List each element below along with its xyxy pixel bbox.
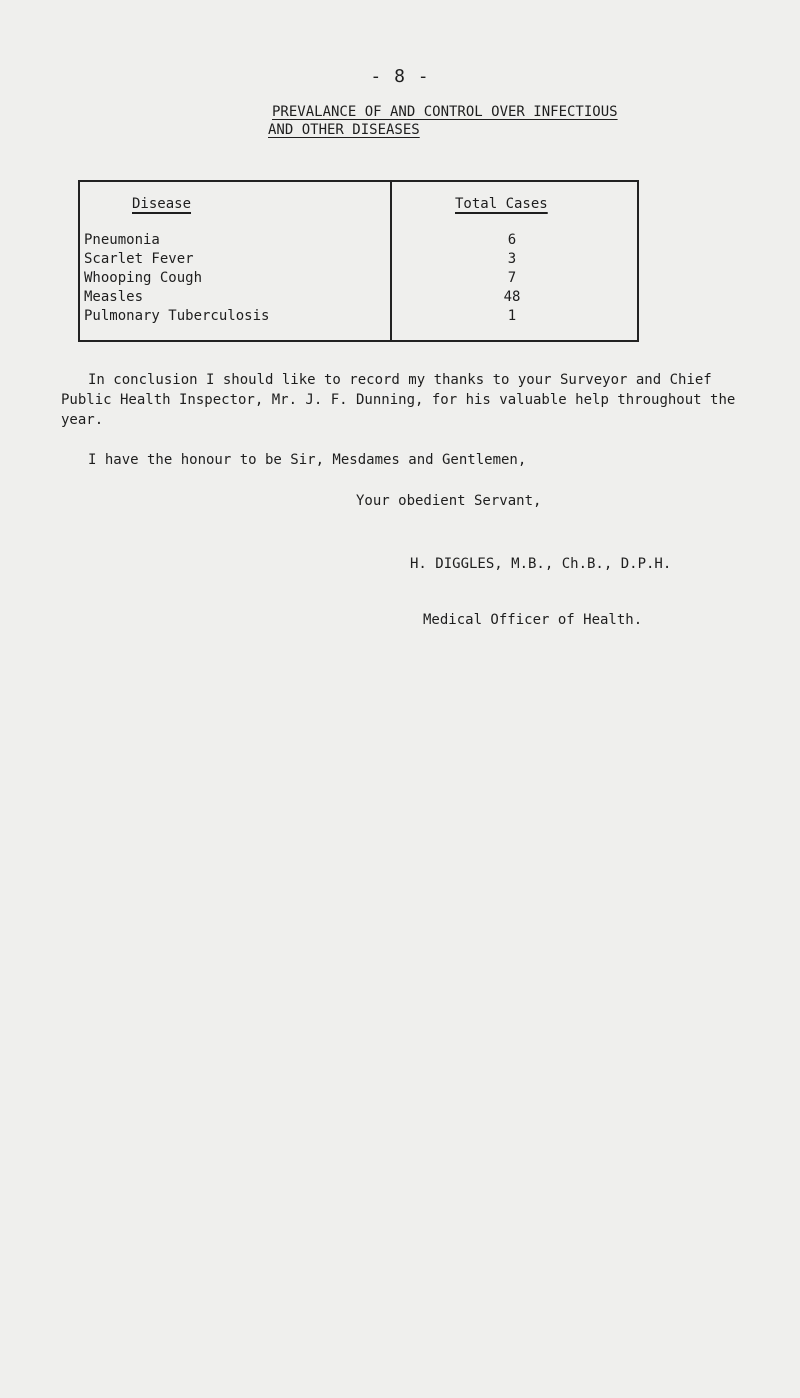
section-title-line-1: PREVALANCE OF AND CONTROL OVER INFECTIOUS xyxy=(272,104,618,120)
case-count: 48 xyxy=(503,289,521,305)
disease-name: Scarlet Fever xyxy=(84,251,194,267)
table-row xyxy=(80,232,637,250)
table-row xyxy=(80,308,637,326)
disease-name: Pneumonia xyxy=(84,232,160,248)
case-count: 1 xyxy=(507,308,517,324)
case-count: 7 xyxy=(507,270,517,286)
disease-table xyxy=(78,180,639,342)
case-count: 6 xyxy=(507,232,517,248)
table-row xyxy=(80,289,637,307)
signature-title: Medical Officer of Health. xyxy=(423,612,643,628)
header-total-cases: Total Cases xyxy=(455,196,548,212)
table-row xyxy=(80,270,637,288)
case-count: 3 xyxy=(507,251,517,267)
disease-name: Pulmonary Tuberculosis xyxy=(84,308,270,324)
table-row xyxy=(80,251,637,269)
closing-salutation: Your obedient Servant, xyxy=(356,493,542,509)
conclusion-paragraph: In conclusion I should like to record my thanks to your Surveyor and Chief Public Health Inspector, Mr. J. F. Dunning, for his valuable help throughout the year. xyxy=(61,372,744,428)
disease-name: Measles xyxy=(84,289,144,305)
signature-name: H. DIGGLES, M.B., Ch.B., D.P.H. xyxy=(410,556,672,572)
honour-line: I have the honour to be Sir, Mesdames and Gentlemen, xyxy=(88,452,527,468)
page-number: - 8 - xyxy=(370,66,430,87)
disease-name: Whooping Cough xyxy=(84,270,203,286)
header-disease: Disease xyxy=(132,196,192,212)
section-title-line-2: AND OTHER DISEASES xyxy=(268,122,420,138)
